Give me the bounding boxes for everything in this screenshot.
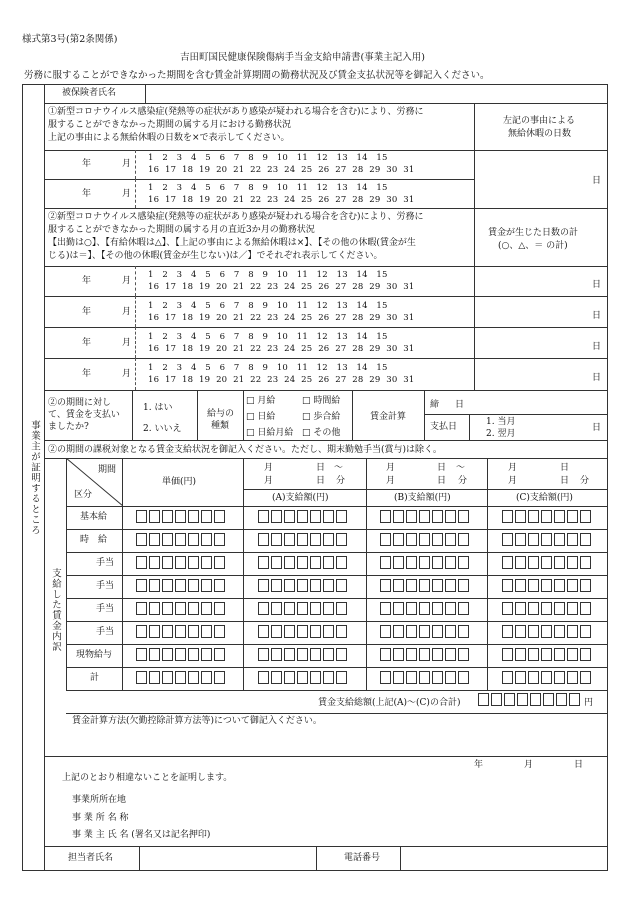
section3-intro: ②の期間の課税対象となる賃金支給状況を御記入ください。ただし、期末勤勉手当(賞与)は除く。 — [48, 445, 442, 455]
category-label: 区分 — [74, 490, 93, 500]
pay-no-option[interactable]: 2. いいえ — [143, 424, 182, 434]
closing-label: 締 — [430, 400, 440, 410]
wage-row-label: 基本給 — [80, 512, 108, 522]
s2-r4-month-label: 月 — [122, 369, 132, 379]
s2-r3-month-label: 月 — [122, 338, 132, 348]
payday-unit: 日 — [592, 423, 602, 433]
period-b-day-from: 日 — [437, 463, 447, 473]
s2-r1-year-label: 年 — [82, 276, 92, 286]
amount-c-digit-boxes[interactable] — [502, 602, 593, 615]
wage-row-label: 手当 — [96, 627, 115, 637]
s2-r2-month-label: 月 — [122, 307, 132, 317]
wage-type-daily-monthly[interactable]: □ 日給月給 — [246, 428, 294, 438]
amount-c-digit-boxes[interactable] — [502, 625, 593, 638]
s2-r3-year-label: 年 — [82, 338, 92, 348]
employer-side-label: 事業主が証明するところ — [29, 420, 40, 536]
period-c-month-to: 月 — [508, 476, 518, 486]
s1-r2-days-row2[interactable]: 16 17 18 19 20 21 22 23 24 25 26 27 28 29 30 31 — [148, 195, 415, 205]
contact-person-field[interactable] — [140, 847, 315, 870]
wage-row-label: 手当 — [96, 604, 115, 614]
period-a-tilde: ～ — [334, 463, 344, 473]
period-a-minute: 分 — [336, 476, 346, 486]
unit-price-label: 単価(円) — [162, 477, 197, 487]
amount-a-digit-boxes[interactable] — [258, 556, 349, 569]
payday-this-month[interactable]: 1. 当月 — [486, 417, 516, 427]
pay-question-line1: ②の期間に対し — [48, 398, 112, 408]
s2-r3-days-row1[interactable]: 1 2 3 4 5 6 7 8 9 10 11 12 13 14 15 — [148, 332, 388, 342]
amount-a-digit-boxes[interactable] — [258, 579, 349, 592]
amount-b-digit-boxes[interactable] — [380, 556, 471, 569]
section1-right-label2: 無給休暇の日数 — [508, 129, 572, 139]
amount-c-digit-boxes[interactable] — [502, 556, 593, 569]
contact-person-label: 担当者氏名 — [68, 853, 114, 863]
s2-r4-day-unit: 日 — [592, 373, 602, 383]
period-a-month-to: 月 — [264, 476, 274, 486]
amount-c-digit-boxes[interactable] — [502, 579, 593, 592]
unit-price-digit-boxes[interactable] — [136, 648, 227, 661]
s1-r2-year-label: 年 — [82, 189, 92, 199]
payday-next-month[interactable]: 2. 翌月 — [486, 429, 516, 439]
wage-calc-label: 賃金計算 — [370, 412, 407, 422]
amount-c-digit-boxes[interactable] — [502, 671, 593, 684]
section2-line4: じる)は＝】、【その他の休暇(賃金が生じない)は／】でそれぞれ表示してください。 — [48, 251, 383, 261]
calc-method-label: 賃金計算方法(欠勤控除計算方法等)について御記入ください。 — [72, 716, 322, 726]
col-a-header: (A)支給額(円) — [272, 493, 329, 503]
s2-r1-days-row1[interactable]: 1 2 3 4 5 6 7 8 9 10 11 12 13 14 15 — [148, 270, 388, 280]
pay-question-line2: て、賃金を支払い — [48, 410, 120, 420]
amount-a-digit-boxes[interactable] — [258, 510, 349, 523]
insured-name-label: 被保険者氏名 — [62, 88, 117, 98]
section1-line1: ①新型コロナウイルス感染症(発熱等の症状があり感染が疑われる場合を含む)により、労務に — [48, 107, 424, 117]
unit-price-digit-boxes[interactable] — [136, 625, 227, 638]
office-address-label: 事業所所在地 — [72, 795, 127, 805]
period-b-tilde: ～ — [456, 463, 466, 473]
s1-day-unit: 日 — [592, 176, 602, 186]
wage-row-label: 現物給与 — [76, 650, 113, 660]
period-b-month-to: 月 — [386, 476, 396, 486]
wage-type-label1: 給与の — [207, 409, 235, 419]
unit-price-digit-boxes[interactable] — [136, 602, 227, 615]
period-c-month-from: 月 — [508, 463, 518, 473]
section2-line3: 【出勤は○】、【有給休暇は△】、【上記の事由による無給休暇は×】、【その他の休暇(賃金が生 — [48, 238, 416, 248]
amount-b-digit-boxes[interactable] — [380, 533, 471, 546]
s2-r4-year-label: 年 — [82, 369, 92, 379]
amount-a-digit-boxes[interactable] — [258, 533, 349, 546]
amount-c-digit-boxes[interactable] — [502, 533, 593, 546]
cert-month-label: 月 — [524, 760, 534, 770]
s2-r2-day-unit: 日 — [592, 311, 602, 321]
section1-line2: 服することができなかった期間の属する月における勤務状況 — [48, 120, 292, 130]
phone-field[interactable] — [401, 847, 607, 870]
section2-right-label2: (○、△、＝ の計) — [498, 241, 568, 251]
wage-type-other[interactable]: □ その他 — [302, 428, 341, 438]
section2-line2: 服することができなかった期間の属する月の直近3か月の勤務状況 — [48, 225, 315, 235]
period-c-day-from: 日 — [560, 463, 570, 473]
wage-type-label2: 種類 — [211, 421, 230, 431]
wage-type-monthly[interactable]: □ 月給 — [246, 396, 276, 406]
amount-a-digit-boxes[interactable] — [258, 625, 349, 638]
period-a-day-to: 日 — [316, 476, 326, 486]
section2-right-label1: 賃金が生じた日数の計 — [488, 228, 579, 238]
page-title: 吉田町国民健康保険傷病手当金支給申請書(事業主記入用) — [180, 52, 425, 63]
wage-type-daily[interactable]: □ 日給 — [246, 412, 276, 422]
amount-a-digit-boxes[interactable] — [258, 602, 349, 615]
amount-b-digit-boxes[interactable] — [380, 625, 471, 638]
wage-row-label: 手当 — [96, 581, 115, 591]
col-b-header: (B)支給額(円) — [394, 493, 451, 503]
unit-price-digit-boxes[interactable] — [136, 556, 227, 569]
s1-r1-year-label: 年 — [82, 159, 92, 169]
s2-r1-day-unit: 日 — [592, 280, 602, 290]
total-wage-unit: 円 — [584, 698, 594, 708]
amount-b-digit-boxes[interactable] — [380, 510, 471, 523]
payday-label: 支払日 — [430, 422, 458, 432]
s1-r2-month-label: 月 — [122, 189, 132, 199]
owner-name-label: 事 業 主 氏 名 (署名又は記名押印) — [72, 830, 211, 840]
period-a-month-from: 月 — [264, 463, 274, 473]
period-c-minute: 分 — [580, 476, 590, 486]
unit-price-digit-boxes[interactable] — [136, 579, 227, 592]
unit-price-digit-boxes[interactable] — [136, 533, 227, 546]
s2-r1-days-row2[interactable]: 16 17 18 19 20 21 22 23 24 25 26 27 28 29 30 31 — [148, 282, 415, 292]
period-c-day-to: 日 — [560, 476, 570, 486]
section1-right-label1: 左記の事由による — [503, 116, 576, 126]
amount-b-digit-boxes[interactable] — [380, 671, 471, 684]
amount-c-digit-boxes[interactable] — [502, 648, 593, 661]
wage-row-label: 手当 — [96, 558, 115, 568]
period-b-minute: 分 — [458, 476, 468, 486]
s1-r1-days-row1[interactable]: 1 2 3 4 5 6 7 8 9 10 11 12 13 14 15 — [148, 153, 388, 163]
s2-r3-days-row2[interactable]: 16 17 18 19 20 21 22 23 24 25 26 27 28 29 30 31 — [148, 344, 415, 354]
amount-b-digit-boxes[interactable] — [380, 602, 471, 615]
intro-text: 労務に服することができなかった期間を含む賃金計算期間の勤務状況及び賃金支払状況等を御記入ください。 — [24, 70, 490, 81]
total-wage-digits[interactable] — [478, 693, 582, 706]
amount-a-digit-boxes[interactable] — [258, 671, 349, 684]
cert-year-label: 年 — [474, 760, 484, 770]
s2-r4-days-row2[interactable]: 16 17 18 19 20 21 22 23 24 25 26 27 28 29 30 31 — [148, 375, 415, 385]
col-c-header: (C)支給額(円) — [516, 493, 573, 503]
wage-type-commission[interactable]: □ 歩合給 — [302, 412, 341, 422]
cert-day-label: 日 — [574, 760, 584, 770]
s1-r1-days-row2[interactable]: 16 17 18 19 20 21 22 23 24 25 26 27 28 29 30 31 — [148, 165, 415, 175]
closing-day-unit: 日 — [455, 400, 465, 410]
amount-b-digit-boxes[interactable] — [380, 648, 471, 661]
phone-label: 電話番号 — [344, 853, 381, 863]
s2-r2-days-row1[interactable]: 1 2 3 4 5 6 7 8 9 10 11 12 13 14 15 — [148, 301, 388, 311]
pay-yes-option[interactable]: 1. はい — [143, 403, 173, 413]
period-b-day-to: 日 — [437, 476, 447, 486]
insured-name-field[interactable] — [146, 85, 606, 102]
amount-b-digit-boxes[interactable] — [380, 579, 471, 592]
s2-r1-month-label: 月 — [122, 276, 132, 286]
period-a-day-from: 日 — [316, 463, 326, 473]
s1-r2-days-row1[interactable]: 1 2 3 4 5 6 7 8 9 10 11 12 13 14 15 — [148, 183, 388, 193]
s2-r2-days-row2[interactable]: 16 17 18 19 20 21 22 23 24 25 26 27 28 29 30 31 — [148, 313, 415, 323]
period-label: 期間 — [98, 465, 117, 475]
amount-a-digit-boxes[interactable] — [258, 648, 349, 661]
closing-day-field[interactable] — [472, 392, 606, 412]
office-name-label: 事 業 所 名 称 — [72, 813, 129, 823]
pay-question-line3: ましたか? — [48, 422, 89, 432]
wage-type-hourly[interactable]: □ 時間給 — [302, 396, 341, 406]
section2-line1: ②新型コロナウイルス感染症(発熱等の症状があり感染が疑われる場合を含む)により、労務に — [48, 212, 424, 222]
calc-method-field[interactable] — [68, 730, 606, 754]
s2-r4-days-row1[interactable]: 1 2 3 4 5 6 7 8 9 10 11 12 13 14 15 — [148, 363, 388, 373]
wage-breakdown-side-label: 支給した賃金内訳 — [50, 568, 61, 652]
s1-r1-month-label: 月 — [122, 159, 132, 169]
cert-statement: 上記のとおり相違ないことを証明します。 — [62, 773, 233, 783]
s2-r2-year-label: 年 — [82, 307, 92, 317]
wage-row-label: 計 — [90, 673, 100, 683]
unit-price-digit-boxes[interactable] — [136, 510, 227, 523]
total-wage-label: 賃金支給総額(上記(A)～(C)の合計) — [318, 698, 461, 708]
form-number: 様式第3号(第2条関係) — [22, 34, 118, 45]
s2-r3-day-unit: 日 — [592, 342, 602, 352]
wage-row-label: 時 給 — [80, 535, 108, 545]
section1-line3: 上記の事由による無給休暇の日数を×で表示してください。 — [48, 133, 290, 143]
amount-c-digit-boxes[interactable] — [502, 510, 593, 523]
period-b-month-from: 月 — [386, 463, 396, 473]
unit-price-digit-boxes[interactable] — [136, 671, 227, 684]
